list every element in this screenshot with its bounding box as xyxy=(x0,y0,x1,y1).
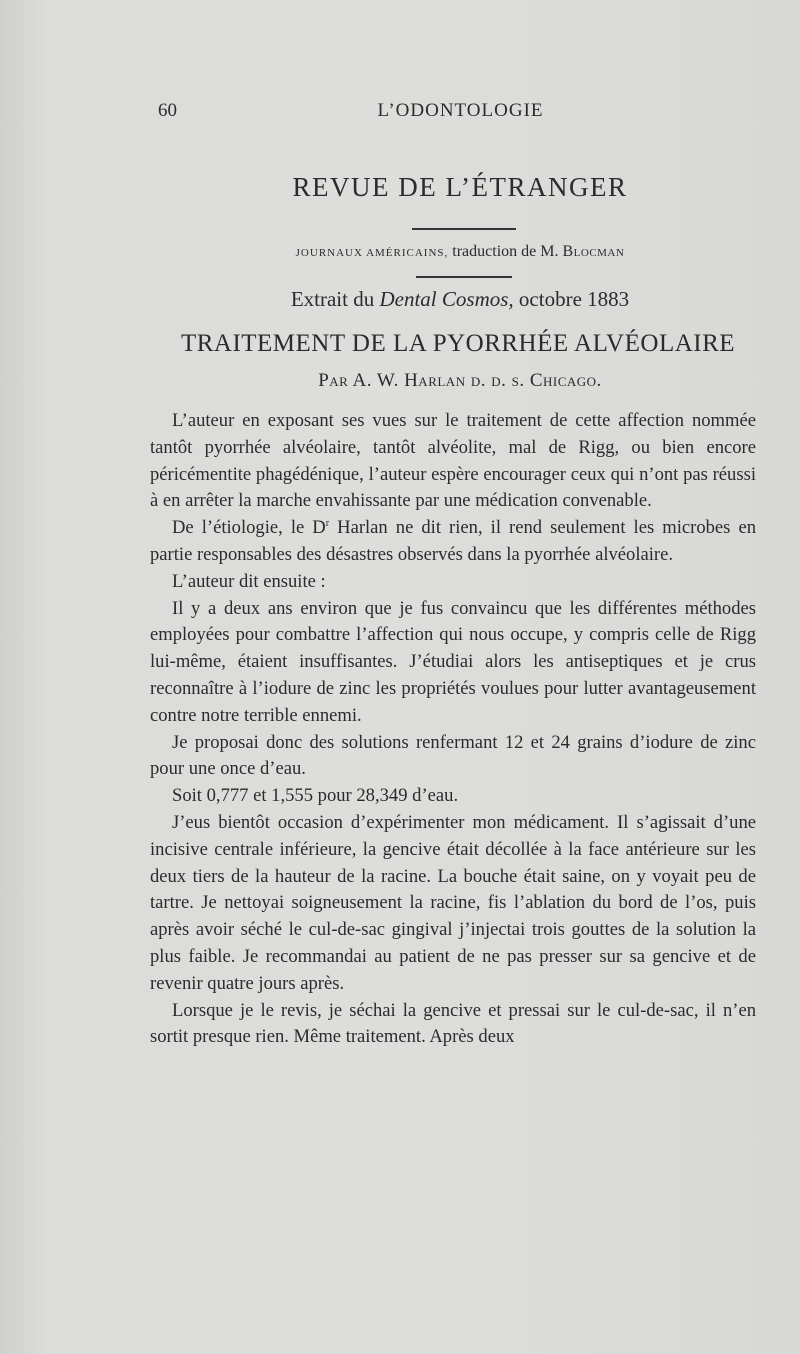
divider-rule xyxy=(416,276,512,278)
article-body xyxy=(150,408,756,1051)
page-number: 60 xyxy=(158,100,177,121)
paragraph: Il y a deux ans environ que je fus convaincu que les différentes méthodes employées pour combattre l’affection qui nous occupe, y compris celle de Rigg lui-même, étaient insuffisantes. J’étudiai alors les antiseptiques et je crus reconnaître à l’iodure de zinc les propriétés voulues pour lutter avantageusement contre notre terrible ennemi. xyxy=(150,597,756,726)
paragraph: Lorsque je le revis, je séchai la gencive et pressai sur le cul-de-sac, il n’en sortit presque rien. Même traitement. Après deux xyxy=(150,999,756,1048)
paragraph-text: De l’étiologie, le D xyxy=(172,517,326,539)
paragraph: Soit 0,777 et 1,555 pour 28,349 d’eau. xyxy=(172,785,459,807)
paragraph-text: Harlan ne dit rien, il rend seulement les microbes en partie responsables des désastres observés dans la pyorrhée alvéolaire. xyxy=(150,517,757,565)
article-byline: Par A. W. Harlan d. d. s. Chicago. xyxy=(318,370,602,391)
paragraph: J’eus bientôt occasion d’expérimenter mon médicament. Il s’agissait d’une incisive centrale inférieure, la gencive était décollée à la face antérieure sur les deux tiers de la hauteur de la racine. La bouche était saine, on y voyait peu de tartre. Je nettoyai soigneusement la racine, fis l’ablation du bord de l’os, puis après avoir séché le cul-de-sac gingival j’injectai trois gouttes de la solution la plus faible. Je recommandai au patient de ne pas presser sur sa gencive et de revenir quatre jours après. xyxy=(150,811,756,994)
translator-name: Blocman xyxy=(562,243,625,260)
journal-title: L’ODONTOLOGIE xyxy=(377,100,544,121)
paragraph: Je proposai donc des solutions renfermant 12 et 24 grains d’iodure de zinc pour une once d’eau. xyxy=(150,731,756,780)
subtitle-journals: JOURNAUX AMÉRICAINS, xyxy=(295,247,449,259)
paragraph xyxy=(150,515,756,569)
superscript: r xyxy=(325,518,330,529)
divider-rule xyxy=(412,228,516,230)
running-head xyxy=(158,100,763,126)
extract-line xyxy=(150,287,770,312)
paragraph: L’auteur en exposant ses vues sur le traitement de cette affection nommée tantôt pyorrhée alvéolaire, tantôt alvéolite, mal de Rigg, ou bien encore péricémentite phagédénique, l’auteur espère encourager ceux qui n’ont pas réussi à en arrêter la marche envahissante par une médication convenable. xyxy=(150,410,756,512)
article-title: TRAITEMENT DE LA PYORRHÉE ALVÉOLAIRE xyxy=(180,330,736,357)
extract-date: octobre 1883 xyxy=(513,287,630,311)
section-subtitle xyxy=(150,243,770,261)
section-title: REVUE DE L’ÉTRANGER xyxy=(292,172,628,202)
extract-prefix: Extrait du xyxy=(290,287,380,311)
subtitle-translation: traduction de M. xyxy=(448,243,563,260)
paragraph: L’auteur dit ensuite : xyxy=(172,570,326,592)
extract-source: Dental Cosmos, xyxy=(379,287,514,311)
